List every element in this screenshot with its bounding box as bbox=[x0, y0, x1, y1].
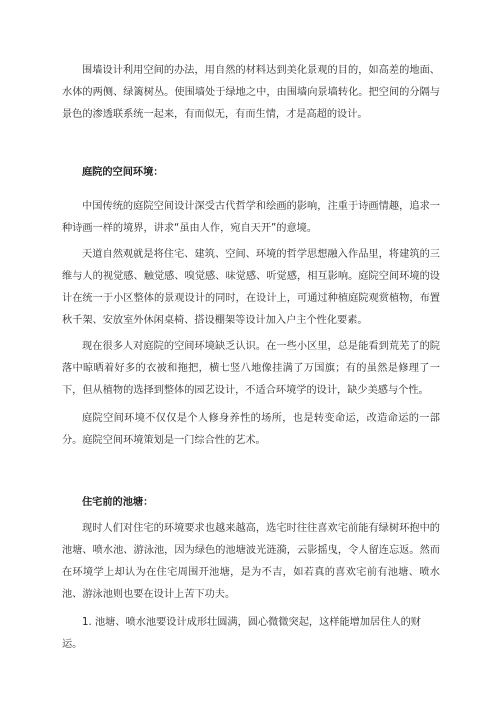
paragraph-courtyard-art: 庭院空间环境不仅仅是个人修身养性的场所，也是转变命运，改造命运的一部分。庭院空间环境策划是一门综合性的艺术。 bbox=[62, 413, 440, 446]
paragraph-wall-design: 围墙设计利用空间的办法，用自然的材料达到美化景观的目的，如高差的地面、水体的两侧、绿篱树丛。使围墙处于绿地之中，由围墙向景墙转化。把空间的分隔与景色的渗透联系统一起来，有而似无，有而生情，才是高超的设计。 bbox=[62, 65, 440, 120]
heading-courtyard-space: 庭院的空间环境： bbox=[82, 167, 164, 178]
paragraph-lack-of-awareness: 现在很多人对庭院的空间环境缺乏认识。在一些小区里，总是能看到荒芜了的院落中晾晒着好多的衣被和拖把，横七竖八地像挂满了万国旗；有的虽然是修理了一下，但从植物的选择到整体的园艺设计，不适合环境学的设计，缺少美感与个性。 bbox=[62, 341, 440, 396]
list-item-pond-shape: 1. 池塘、喷水池要设计成形壮圆满，圆心微微突起，这样能增加居住人的财运。 bbox=[62, 617, 421, 650]
paragraph-pond-environment: 现时人们对住宅的环境要求也越来越高，选宅时往往喜欢宅前能有绿树环抱中的池塘、喷水池、游泳池，因为绿色的池塘波光涟漪，云影摇曳，令人留连忘返。然而在环境学上却认为在住宅周围开池塘，是为不吉，如若真的喜欢宅前有池塘、喷水池、游泳池则也要在设计上苦下功夫。 bbox=[62, 523, 440, 600]
paragraph-traditional-courtyard: 中国传统的庭院空间设计深受古代哲学和绘画的影响，注重于诗画情趣，追求一种诗画一样的境界，讲求“虽由人作，宛自天开”的意境。 bbox=[62, 201, 440, 234]
paragraph-nature-philosophy: 天道自然观就是将住宅、建筑、空间、环境的哲学思想融入作品里，将建筑的三维与人的视觉感、触觉感、嗅觉感、味觉感、听觉感，相互影响。庭院空间环境的设计在统一于小区整体的景观设计的同时，在设计上，可通过种植庭院观赏植物，布置秋千架、安放室外休闲桌椅、搭设棚架等设计加入户主个性化要素。 bbox=[62, 249, 440, 326]
heading-front-pond: 住宅前的池塘： bbox=[82, 497, 154, 508]
